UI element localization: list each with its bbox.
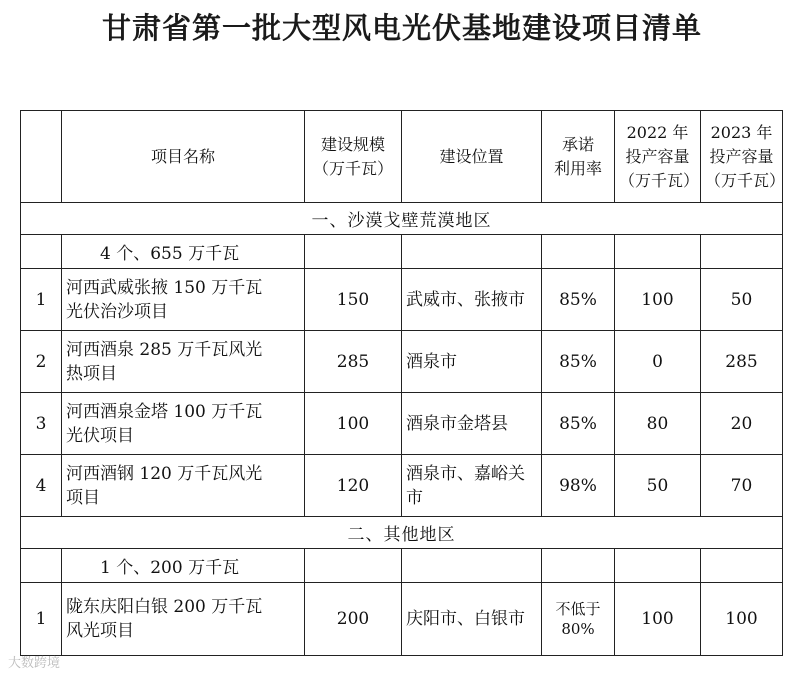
location-value: 酒泉市金塔县 xyxy=(402,393,542,455)
utilization-value: 不低于 80% xyxy=(542,583,615,656)
capacity-2022: 100 xyxy=(615,583,701,656)
capacity-2023: 50 xyxy=(701,269,783,331)
region-row xyxy=(21,203,783,235)
row-number: 4 xyxy=(21,455,62,517)
capacity-2022: 100 xyxy=(615,269,701,331)
summary-row xyxy=(21,235,783,269)
watermark: 大数跨境 xyxy=(8,656,61,671)
scale-value: 285 xyxy=(305,331,402,393)
row-number: 3 xyxy=(21,393,62,455)
capacity-2022: 50 xyxy=(615,455,701,517)
header-utilization: 承诺 利用率 xyxy=(542,111,615,203)
capacity-2023: 70 xyxy=(701,455,783,517)
scale-value: 100 xyxy=(305,393,402,455)
header-project-name: 项目名称 xyxy=(62,111,305,203)
table-row xyxy=(21,455,783,517)
table-row xyxy=(21,393,783,455)
location-value: 酒泉市 xyxy=(402,331,542,393)
table-row xyxy=(21,583,783,656)
table-row xyxy=(21,269,783,331)
project-name: 河西酒泉 285 万千瓦风光 热项目 xyxy=(62,331,305,393)
capacity-2023: 100 xyxy=(701,583,783,656)
header-row xyxy=(21,111,783,203)
header-number xyxy=(21,111,62,203)
scale-value: 200 xyxy=(305,583,402,656)
region-row xyxy=(21,517,783,549)
project-name: 陇东庆阳白银 200 万千瓦 风光项目 xyxy=(62,583,305,656)
utilization-value: 85% xyxy=(542,393,615,455)
page-title: 甘肃省第一批大型风电光伏基地建设项目清单 xyxy=(101,11,702,45)
scale-value: 120 xyxy=(305,455,402,517)
row-number: 1 xyxy=(21,269,62,331)
region-summary: 4 个、655 万千瓦 xyxy=(62,235,305,269)
header-scale: 建设规模 （万千瓦） xyxy=(305,111,402,203)
capacity-2023: 20 xyxy=(701,393,783,455)
capacity-2022: 0 xyxy=(615,331,701,393)
summary-row xyxy=(21,549,783,583)
location-value: 酒泉市、嘉峪关 市 xyxy=(402,455,542,517)
region-summary: 1 个、200 万千瓦 xyxy=(62,549,305,583)
project-name: 河西酒泉金塔 100 万千瓦 光伏项目 xyxy=(62,393,305,455)
capacity-2022: 80 xyxy=(615,393,701,455)
header-2022: 2022 年 投产容量 （万千瓦） xyxy=(615,111,701,203)
table-row xyxy=(21,331,783,393)
project-table xyxy=(20,110,786,656)
capacity-2023: 285 xyxy=(701,331,783,393)
utilization-value: 85% xyxy=(542,269,615,331)
utilization-value: 98% xyxy=(542,455,615,517)
utilization-value: 85% xyxy=(542,331,615,393)
header-location: 建设位置 xyxy=(402,111,542,203)
scale-value: 150 xyxy=(305,269,402,331)
project-name: 河西酒钢 120 万千瓦风光 项目 xyxy=(62,455,305,517)
project-name: 河西武威张掖 150 万千瓦 光伏治沙项目 xyxy=(62,269,305,331)
region-label: 一、沙漠戈壁荒漠地区 xyxy=(21,203,783,235)
region-label: 二、其他地区 xyxy=(21,517,783,549)
header-2023: 2023 年 投产容量 （万千瓦） xyxy=(701,111,783,203)
location-value: 武威市、张掖市 xyxy=(402,269,542,331)
row-number: 2 xyxy=(21,331,62,393)
row-number: 1 xyxy=(21,583,62,656)
location-value: 庆阳市、白银市 xyxy=(402,583,542,656)
